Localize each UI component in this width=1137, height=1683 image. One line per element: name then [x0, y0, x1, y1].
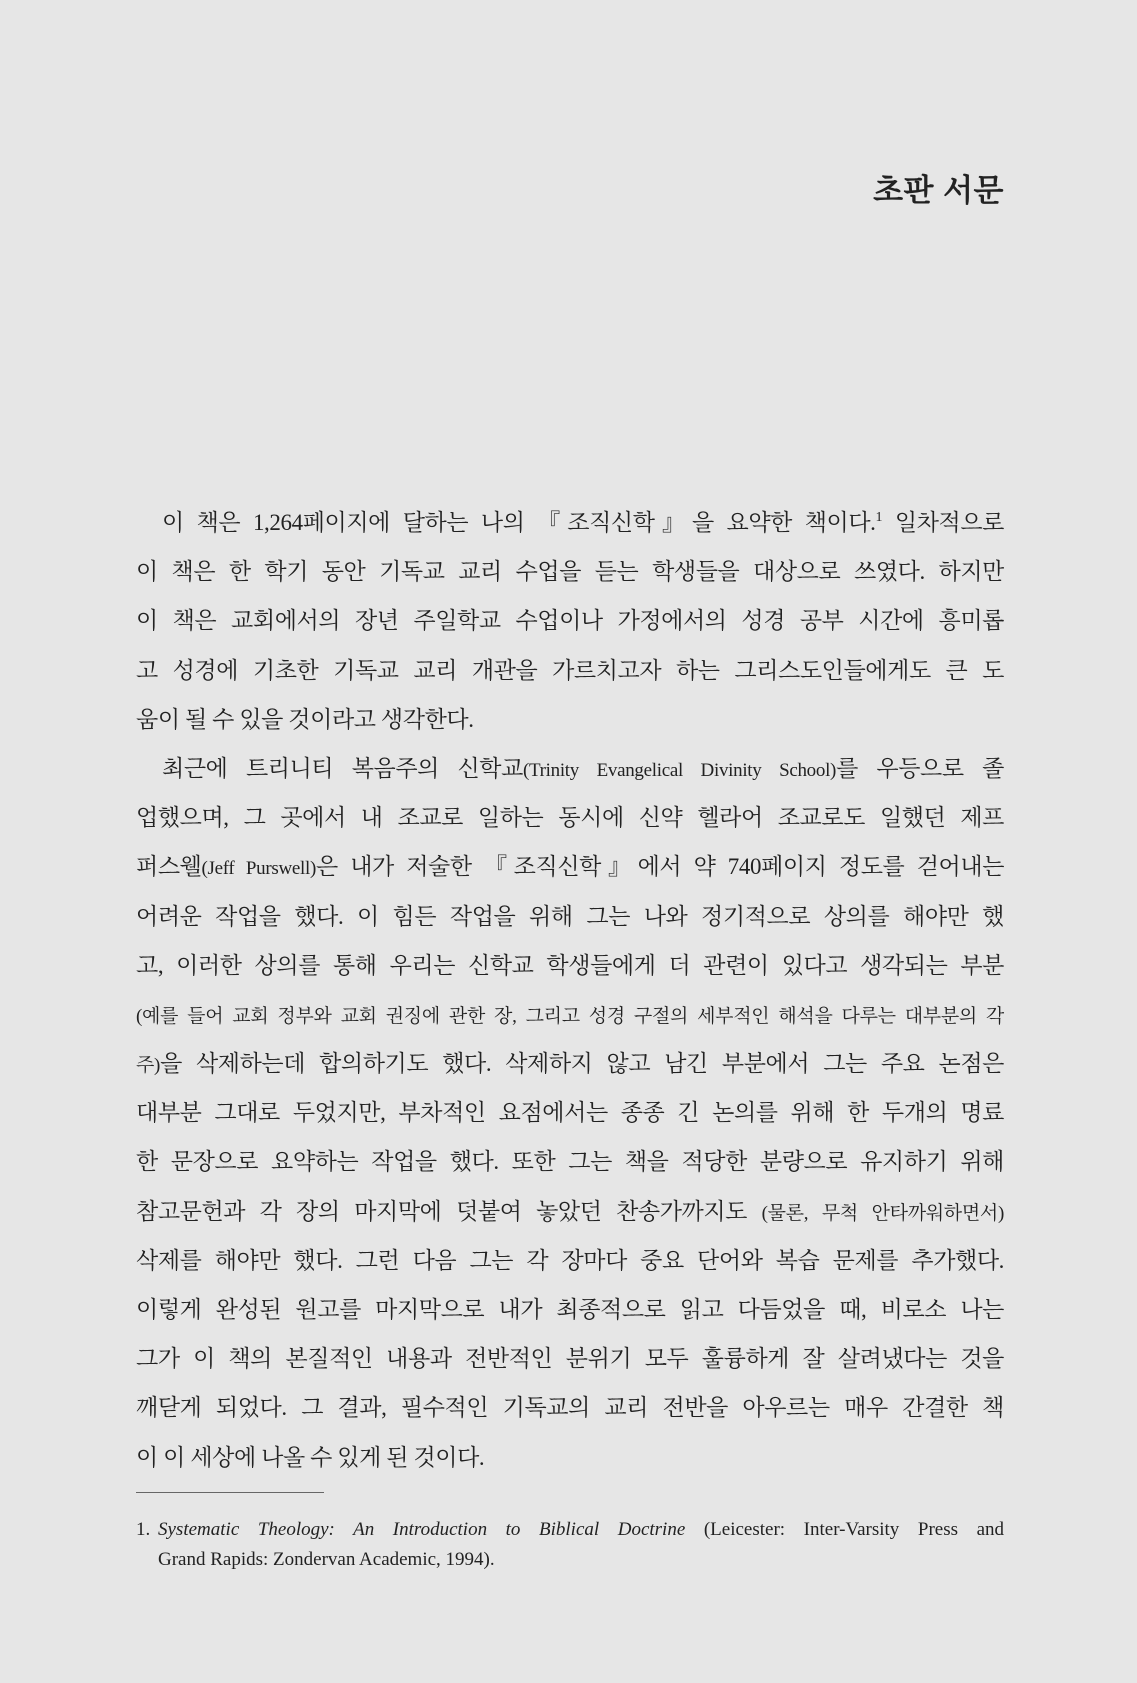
body-line: [136, 1137, 1004, 1186]
english-gloss: (Jeff Purswell): [201, 858, 317, 880]
line-text: 를 우등으로 졸: [836, 755, 1004, 781]
line-text: 한 문장으로 요약하는 작업을 했다. 또한 그는 책을 적당한 분량으로 유지하기 위해: [136, 1149, 1004, 1175]
line-text: 움이 될 수 있을 것이라고 생각한다.: [136, 706, 474, 732]
body-line: [136, 646, 1004, 695]
line-text: 최근에 트리니티 복음주의 신학교: [162, 755, 523, 781]
body-line: [136, 744, 1004, 793]
line-text: 대부분 그대로 두었지만, 부차적인 요점에서는 종종 긴 논의를 위해 한 두개의 명료: [136, 1100, 1004, 1126]
paragraph: [136, 744, 1004, 1482]
book-title: Systematic Theology: An Introduction to Biblical Doctrine: [158, 1519, 686, 1540]
body-line: [136, 1334, 1004, 1383]
line-text: 업했으며, 그 곳에서 내 조교로 일하는 동시에 신약 헬라어 조교로도 일했던 제프: [136, 805, 1004, 831]
footnote-line: [158, 1515, 1004, 1545]
body-line: [136, 695, 1004, 744]
body-text: [136, 498, 1004, 1482]
body-line: [136, 793, 1004, 842]
body-line: [136, 1433, 1004, 1482]
page-title: 초판 서문: [873, 173, 1004, 208]
line-text: 참고문헌과 각 장의 마지막에 덧붙여 놓았던 찬송가까지도: [136, 1198, 762, 1224]
body-line: [136, 596, 1004, 645]
line-text: 이 책은 한 학기 동안 기독교 교리 수업을 듣는 학생들을 대상으로 쓰였다. 하지만: [136, 559, 1004, 585]
line-text: 퍼스웰: [136, 854, 202, 880]
footnote-ref[interactable]: 1: [875, 510, 883, 525]
line-text: 이 이 세상에 나올 수 있게 된 것이다.: [136, 1444, 485, 1470]
footnote-line: [158, 1545, 1004, 1575]
body-line: [136, 547, 1004, 596]
parenthetical-note: (예를 들어 교회 정부와 교회 권징에 관한 장, 그리고 성경 구절의 세부적인 해석을 다루는 대부분의 각: [136, 1005, 1004, 1027]
body-line: [136, 990, 1004, 1039]
line-text: 고, 이러한 상의를 통해 우리는 신학교 학생들에게 더 관련이 있다고 생각되는 부분: [136, 952, 1004, 978]
parenthetical-note: (물론, 무척 안타까워하면서): [761, 1202, 1004, 1224]
line-text: 이렇게 완성된 원고를 마지막으로 내가 최종적으로 읽고 다듬었을 때, 비로소 나는: [136, 1297, 1004, 1322]
body-line: [136, 1187, 1004, 1236]
line-text: 어려운 작업을 했다. 이 힘든 작업을 위해 그는 나와 정기적으로 상의를 해야만 했: [136, 903, 1004, 929]
body-line: [136, 1236, 1004, 1285]
body-line: [136, 1285, 1004, 1334]
footnote-number: 1.: [136, 1519, 151, 1540]
line-text: 을 삭제하는데 합의하기도 했다. 삭제하지 않고 남긴 부분에서 그는 주요 논점은: [160, 1051, 1004, 1077]
line-text: 이 책은 1,264페이지에 달하는 나의 『조직신학』을 요약한 책이다.: [162, 510, 876, 535]
footnote-text: (Leicester: Inter-Varsity Press and: [685, 1519, 1004, 1540]
body-line: [136, 498, 1004, 547]
footnote: [136, 1515, 1004, 1575]
paragraph: [136, 498, 1004, 744]
body-line: [136, 1088, 1004, 1137]
footnote-text: Grand Rapids: Zondervan Academic, 1994).: [158, 1549, 495, 1570]
body-line: [136, 842, 1004, 891]
line-text: 깨닫게 되었다. 그 결과, 필수적인 기독교의 교리 전반을 아우르는 매우 간결한 책: [136, 1395, 1004, 1421]
footnote-divider: [136, 1492, 324, 1493]
body-line: [136, 892, 1004, 941]
line-text: 고 성경에 기초한 기독교 교리 개관을 가르치고자 하는 그리스도인들에게도 큰 도: [136, 657, 1004, 683]
line-text: 은 내가 저술한 『조직신학』에서 약 740페이지 정도를 걷어내는: [316, 854, 1004, 880]
line-text: 그가 이 책의 본질적인 내용과 전반적인 분위기 모두 훌륭하게 잘 살려냈다는 것을: [136, 1346, 1004, 1372]
line-text: 일차적으로: [882, 510, 1004, 535]
parenthetical-note: 주): [136, 1055, 161, 1077]
body-line: [136, 1039, 1004, 1088]
body-line: [136, 941, 1004, 990]
line-text: 삭제를 해야만 했다. 그런 다음 그는 각 장마다 중요 단어와 복습 문제를 추가했다.: [136, 1247, 1004, 1273]
english-gloss: (Trinity Evangelical Divinity School): [522, 759, 837, 781]
body-line: [136, 1383, 1004, 1432]
line-text: 이 책은 교회에서의 장년 주일학교 수업이나 가정에서의 성경 공부 시간에 흥미롭: [136, 608, 1004, 634]
